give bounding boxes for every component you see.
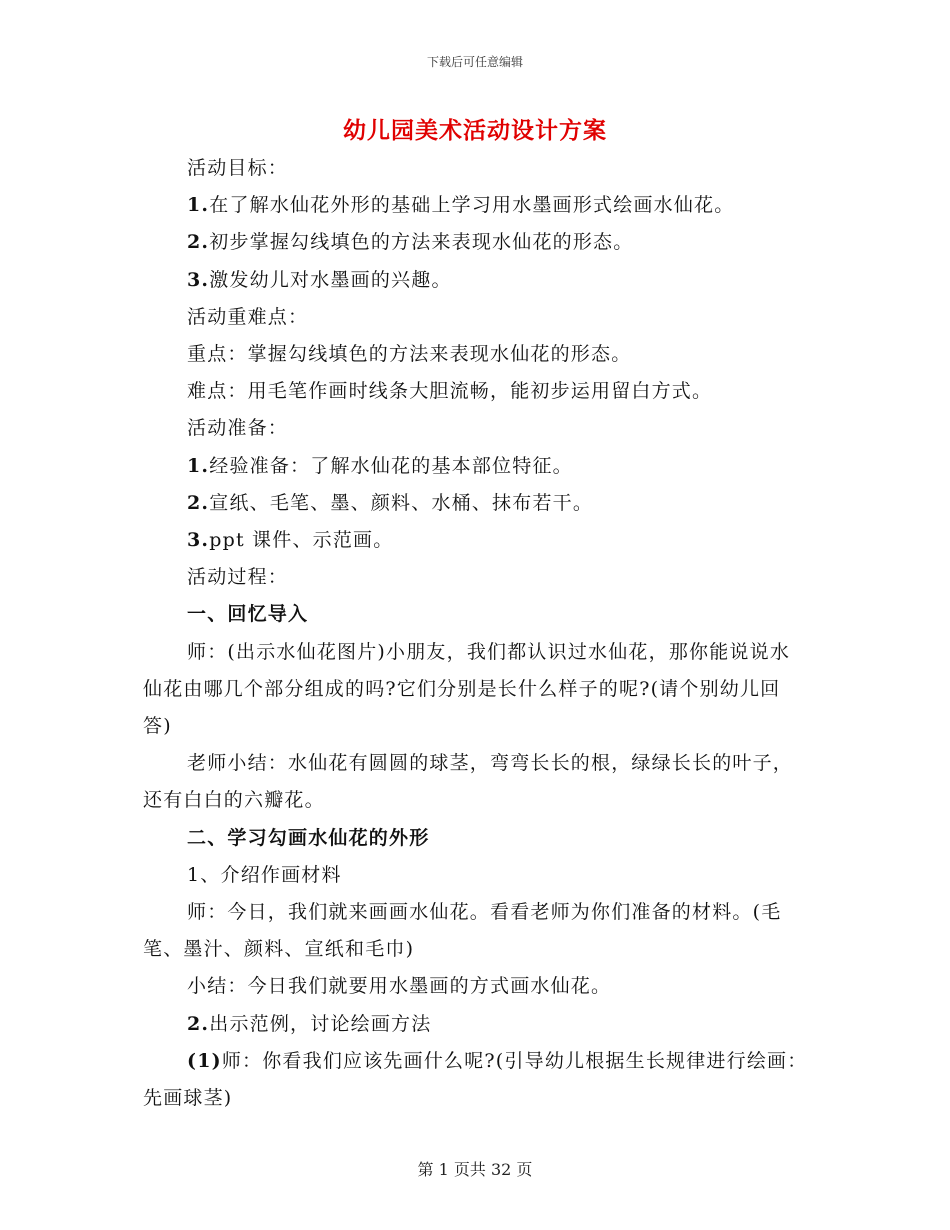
- section-heading: [143, 820, 808, 857]
- preparation-item: [143, 485, 808, 522]
- preparation-item: [143, 522, 808, 559]
- paragraph: [143, 634, 808, 746]
- paragraph-text: 1、介绍作画材料: [187, 863, 342, 886]
- paragraph-text: 宣纸、毛笔、墨、颜料、水桶、抹布若干。: [209, 491, 594, 514]
- paragraph: [143, 745, 808, 819]
- goal-item: [143, 262, 808, 299]
- paragraph-text: 师：今日，我们就来画画水仙花。看看老师为你们准备的材料。(毛笔、墨汁、颜料、宣纸和毛巾): [143, 901, 782, 961]
- paragraph-text: 初步掌握勾线填色的方法来表现水仙花的形态。: [209, 231, 634, 254]
- paragraph-text: 重点：掌握勾线填色的方法来表现水仙花的形态。: [187, 343, 632, 366]
- item-number: 3.: [187, 268, 210, 291]
- item-number: 1.: [187, 454, 210, 477]
- paragraph: [143, 968, 808, 1005]
- goal-item: [143, 187, 808, 224]
- paragraph-text: 在了解水仙花外形的基础上学习用水墨画形式绘画水仙花。: [209, 194, 735, 217]
- paragraph-text: 活动准备：: [187, 417, 289, 440]
- item-number: 2.: [187, 491, 210, 514]
- subsection-heading: [143, 1006, 808, 1043]
- page-header: 下载后可任意编辑: [426, 55, 523, 69]
- paragraph: [143, 1043, 808, 1117]
- section-label-process: [143, 559, 808, 596]
- page-footer: 第 1 页共 32 页: [417, 1160, 533, 1179]
- paragraph-text: 活动重难点：: [187, 305, 309, 328]
- goal-item: [143, 224, 808, 261]
- subsection-heading: [143, 857, 808, 894]
- paragraph-text: 师：(出示水仙花图片)小朋友，我们都认识过水仙花，那你能说说水仙花由哪几个部分组成的吗?它们分别是长什么样子的呢?(请个别幼儿回答): [143, 640, 791, 738]
- paragraph-text: 老师小结：水仙花有圆圆的球茎，弯弯长长的根，绿绿长长的叶子，还有白白的六瓣花。: [143, 752, 794, 812]
- document-title: 幼儿园美术活动设计方案: [343, 117, 607, 144]
- item-number: 2.: [187, 1012, 210, 1035]
- paragraph-text: 活动目标：: [187, 157, 289, 179]
- item-number: 3.: [187, 529, 210, 552]
- paragraph-text: 一、回忆导入: [187, 603, 309, 626]
- paragraph-text: 难点：用毛笔作画时线条大胆流畅，能初步运用留白方式。: [187, 380, 713, 403]
- section-label-preparation: [143, 410, 808, 447]
- section-label-key-points: [143, 299, 808, 336]
- paragraph-text: 经验准备：了解水仙花的基本部位特征。: [209, 454, 573, 477]
- paragraph-text: 小结：今日我们就要用水墨画的方式画水仙花。: [187, 975, 612, 998]
- item-number: 2.: [187, 231, 210, 254]
- preparation-item: [143, 448, 808, 485]
- paragraph-text: 出示范例，讨论绘画方法: [209, 1012, 432, 1035]
- section-heading: [143, 596, 808, 633]
- paragraph-text: 二、学习勾画水仙花的外形: [187, 826, 430, 849]
- paragraph-text: 师：你看我们应该先画什么呢?(引导幼儿根据生长规律进行绘画：先画球茎): [143, 1049, 808, 1110]
- item-number: 1.: [187, 194, 210, 217]
- document-body: [143, 150, 808, 1117]
- paragraph: [143, 894, 808, 968]
- paragraph-text: 激发幼儿对水墨画的兴趣。: [209, 268, 452, 291]
- item-number: (1): [187, 1049, 222, 1072]
- key-point: [143, 336, 808, 373]
- paragraph-text: 活动过程：: [187, 566, 289, 589]
- section-label-goals: [143, 150, 808, 187]
- paragraph-text: ppt 课件、示范画。: [209, 529, 394, 552]
- difficult-point: [143, 373, 808, 410]
